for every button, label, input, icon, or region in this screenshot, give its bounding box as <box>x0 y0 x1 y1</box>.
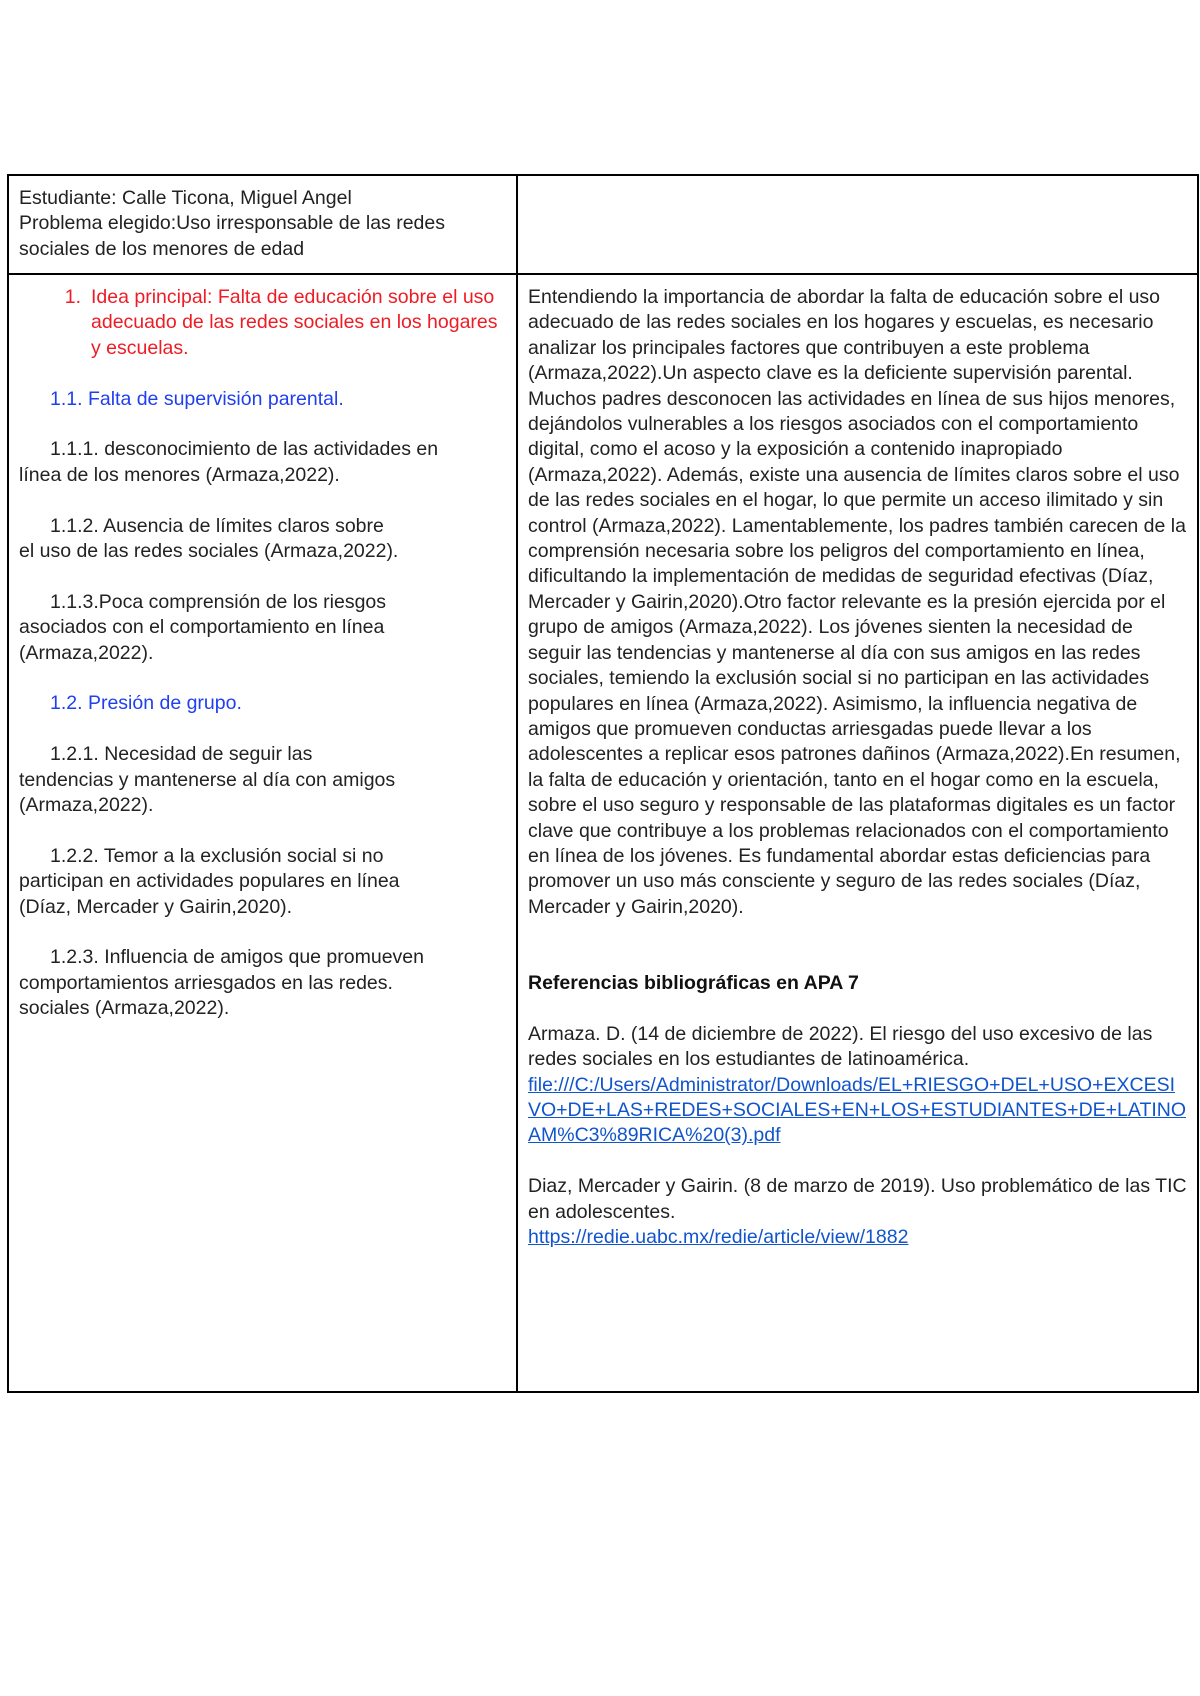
header-cell-right <box>517 175 1198 274</box>
main-idea <box>19 285 506 361</box>
outline-item-1-2-2: 1.2.2. Temor a la exclusión social si no participan en actividades populares en línea (Díaz, Mercader y Gairin,2020). <box>19 844 400 918</box>
reference-text: Armaza. D. (14 de diciembre de 2022). El riesgo del uso excesivo de las redes sociales en los estudiantes de latinoamérica. <box>528 1022 1153 1071</box>
outline-item-1-2-3: 1.2.3. Influencia de amigos que promueven comportamientos arriesgados en las redes. sociales (Armaza,2022). <box>19 946 424 1020</box>
outline-cell <box>8 274 517 1392</box>
section-1-1-title: 1.1. Falta de supervisión parental. <box>50 387 344 410</box>
body-row <box>8 274 1198 1392</box>
problem-line-1: Problema elegido:Uso irresponsable de las redes <box>19 212 445 235</box>
reference-item <box>528 1174 1187 1250</box>
essay-cell <box>517 274 1198 1392</box>
outline-item-1-1-1: 1.1.1. desconocimiento de las actividades en línea de los menores (Armaza,2022). <box>19 438 439 486</box>
document-table <box>7 174 1199 1393</box>
student-line: Estudiante: Calle Ticona, Miguel Angel <box>19 187 352 209</box>
reference-link[interactable]: file:///C:/Users/Administrator/Downloads/EL+RIESGO+DEL+USO+EXCESIVO+DE+LAS+REDES+SOCIALES+EN+LOS+ESTUDIANTES+DE+LATINOAM%C3%89RICA%20(3).pdf <box>528 1073 1187 1147</box>
main-idea-number: 1. <box>64 286 81 308</box>
main-idea-text: Idea principal: Falta de educación sobre el uso adecuado de las redes sociales en los hogares y escuelas. <box>91 286 498 359</box>
header-row <box>8 175 1198 274</box>
essay-paragraph: Entendiendo la importancia de abordar la falta de educación sobre el uso adecuado de las redes sociales en los hogares y escuelas, es necesario analizar los principales factores que contribuyen a este problema (Armaza,2022).Un aspecto clave es la deficiente supervisión parental. Muchos padres desconocen las actividades en línea de sus hijos menores, dejándolos vulnerables a los riesgos asociados con el comportamiento digital, como el acoso y la exposición a contenido inapropiado (Armaza,2022). Además, existe una ausencia de límites claros sobre el uso de las redes sociales en el hogar, lo que permite un acceso ilimitado y sin control (Armaza,2022). Lamentablemente, los padres también carecen de la comprensión necesaria sobre los peligros del comportamiento en línea, dificultando la implementación de medidas de seguridad efectivas (Díaz, Mercader y Gairin,2020).Otro factor relevante es la presión ejercida por el grupo de amigos (Armaza,2022). Los jóvenes sienten la necesidad de seguir las tendencias y mantenerse al día con sus amigos en las redes sociales, temiendo la exclusión social si no participan en las actividades populares en línea (Armaza,2022). Asimismo, la influencia negativa de amigos que promueven conductas arriesgadas puede llevar a los adolescentes a replicar esos patrones dañinos (Armaza,2022).En resumen, la falta de educación y orientación, tanto en el hogar como en la escuela, sobre el uso seguro y responsable de las plataformas digitales es un factor clave que contribuye a los problemas relacionados con el comportamiento en línea de los jóvenes. Es fundamental abordar estas deficiencias para promover un uso más consciente y seguro de las redes sociales (Díaz, Mercader y Gairin,2020). <box>528 286 1186 918</box>
outline-item-1-1-3: 1.1.3.Poca comprensión de los riesgos asociados con el comportamiento en línea (Armaza,2022). <box>19 590 387 664</box>
section-1-2-title: 1.2. Presión de grupo. <box>50 692 242 715</box>
references-title: Referencias bibliográficas en APA 7 <box>528 971 859 994</box>
header-cell-left <box>8 175 517 274</box>
reference-link[interactable]: https://redie.uabc.mx/redie/article/view/1882 <box>528 1225 909 1248</box>
outline-item-1-1-2: 1.1.2. Ausencia de límites claros sobre el uso de las redes sociales (Armaza,2022). <box>19 514 399 563</box>
reference-text: Diaz, Mercader y Gairin. (8 de marzo de 2019). Uso problemático de las TIC en adolescentes. <box>528 1175 1187 1223</box>
reference-item <box>528 1022 1187 1149</box>
outline-item-1-2-1: 1.2.1. Necesidad de seguir las tendencias y mantenerse al día con amigos (Armaza,2022). <box>19 743 396 817</box>
problem-line-2: sociales de los menores de edad <box>19 237 305 260</box>
